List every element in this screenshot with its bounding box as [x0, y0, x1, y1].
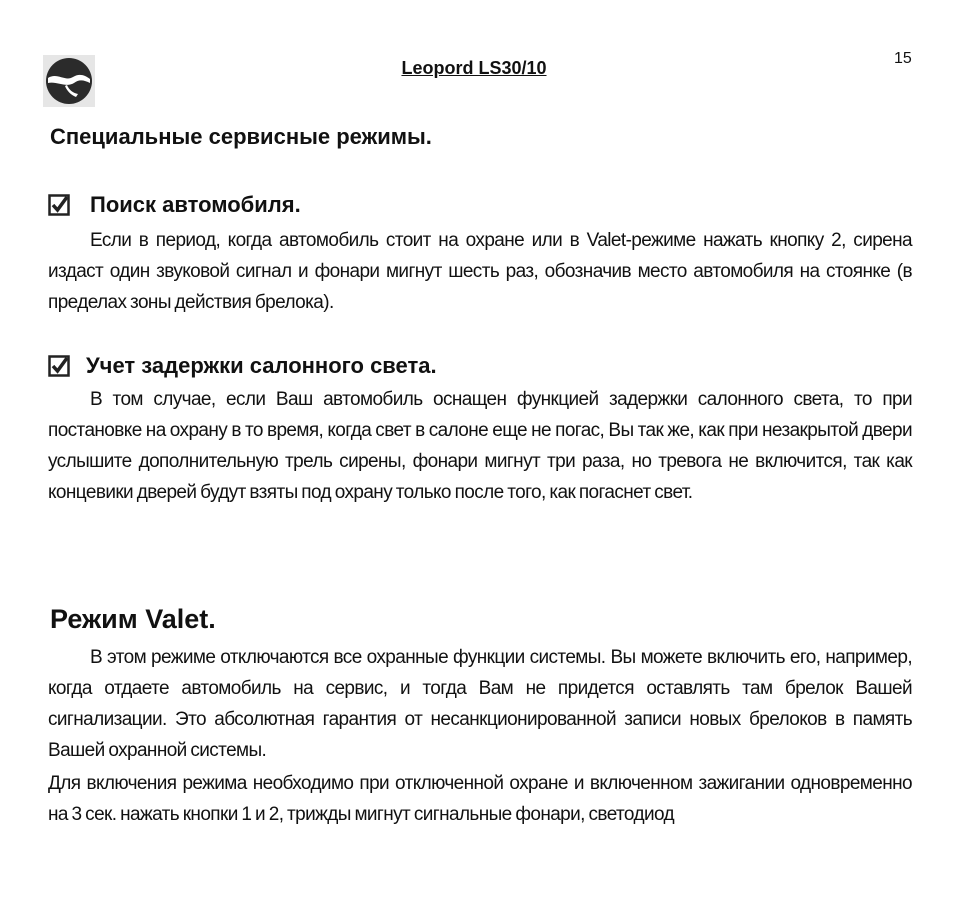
- paragraph-car-search: Если в период, когда автомобиль стоит на охране или в Valet-режиме нажать кнопку 2, сирена издаст один звуковой сигнал и фонари мигнут шесть раз, обозначив место автомобиля на стоянке (в пределах зоны действия брелока).: [48, 230, 912, 313]
- paragraph-valet-activation: Для включения режима необходимо при отключенной охране и включенном зажигании одновременно на 3 сек. нажать кнопки 1 и 2, трижды мигнут сигнальные фонари, светодиод: [48, 773, 912, 825]
- section-heading-special-modes: Специальные сервисные режимы.: [50, 124, 432, 149]
- page-number: 15: [894, 50, 912, 67]
- paragraph-interior-light: В том случае, если Ваш автомобиль оснащен функцией задержки салонного света, то при постановке на охрану в то время, когда свет в салоне еще не погас, Вы так же, как при незакрытой двери услышите дополнительную трель сирены, фонари мигнут три раза, но тревога не включится, так как концевики дверей будут взяты под охрану только после того, как погаснет свет.: [48, 389, 912, 503]
- checkbox-checked-icon: [48, 355, 70, 377]
- subheading-car-search: [48, 192, 301, 218]
- subheading-interior-light: [48, 353, 437, 379]
- header-title: Leopord LS30/10: [401, 58, 547, 78]
- subheading-car-search-label: Поиск автомобиля.: [90, 192, 301, 217]
- paragraph-valet-description: В этом режиме отключаются все охранные функции системы. Вы можете включить его, например, когда отдаете автомобиль на сервис, и тогда Вам не придется оставлять там брелок Вашей сигнализации. Это абсолютная гарантия от несанкционированной записи новых брелоков в память Вашей охранной системы.: [48, 647, 912, 761]
- section-heading-valet: Режим Valet.: [50, 604, 216, 634]
- subheading-interior-light-label: Учет задержки салонного света.: [86, 353, 437, 378]
- checkbox-checked-icon: [48, 194, 70, 216]
